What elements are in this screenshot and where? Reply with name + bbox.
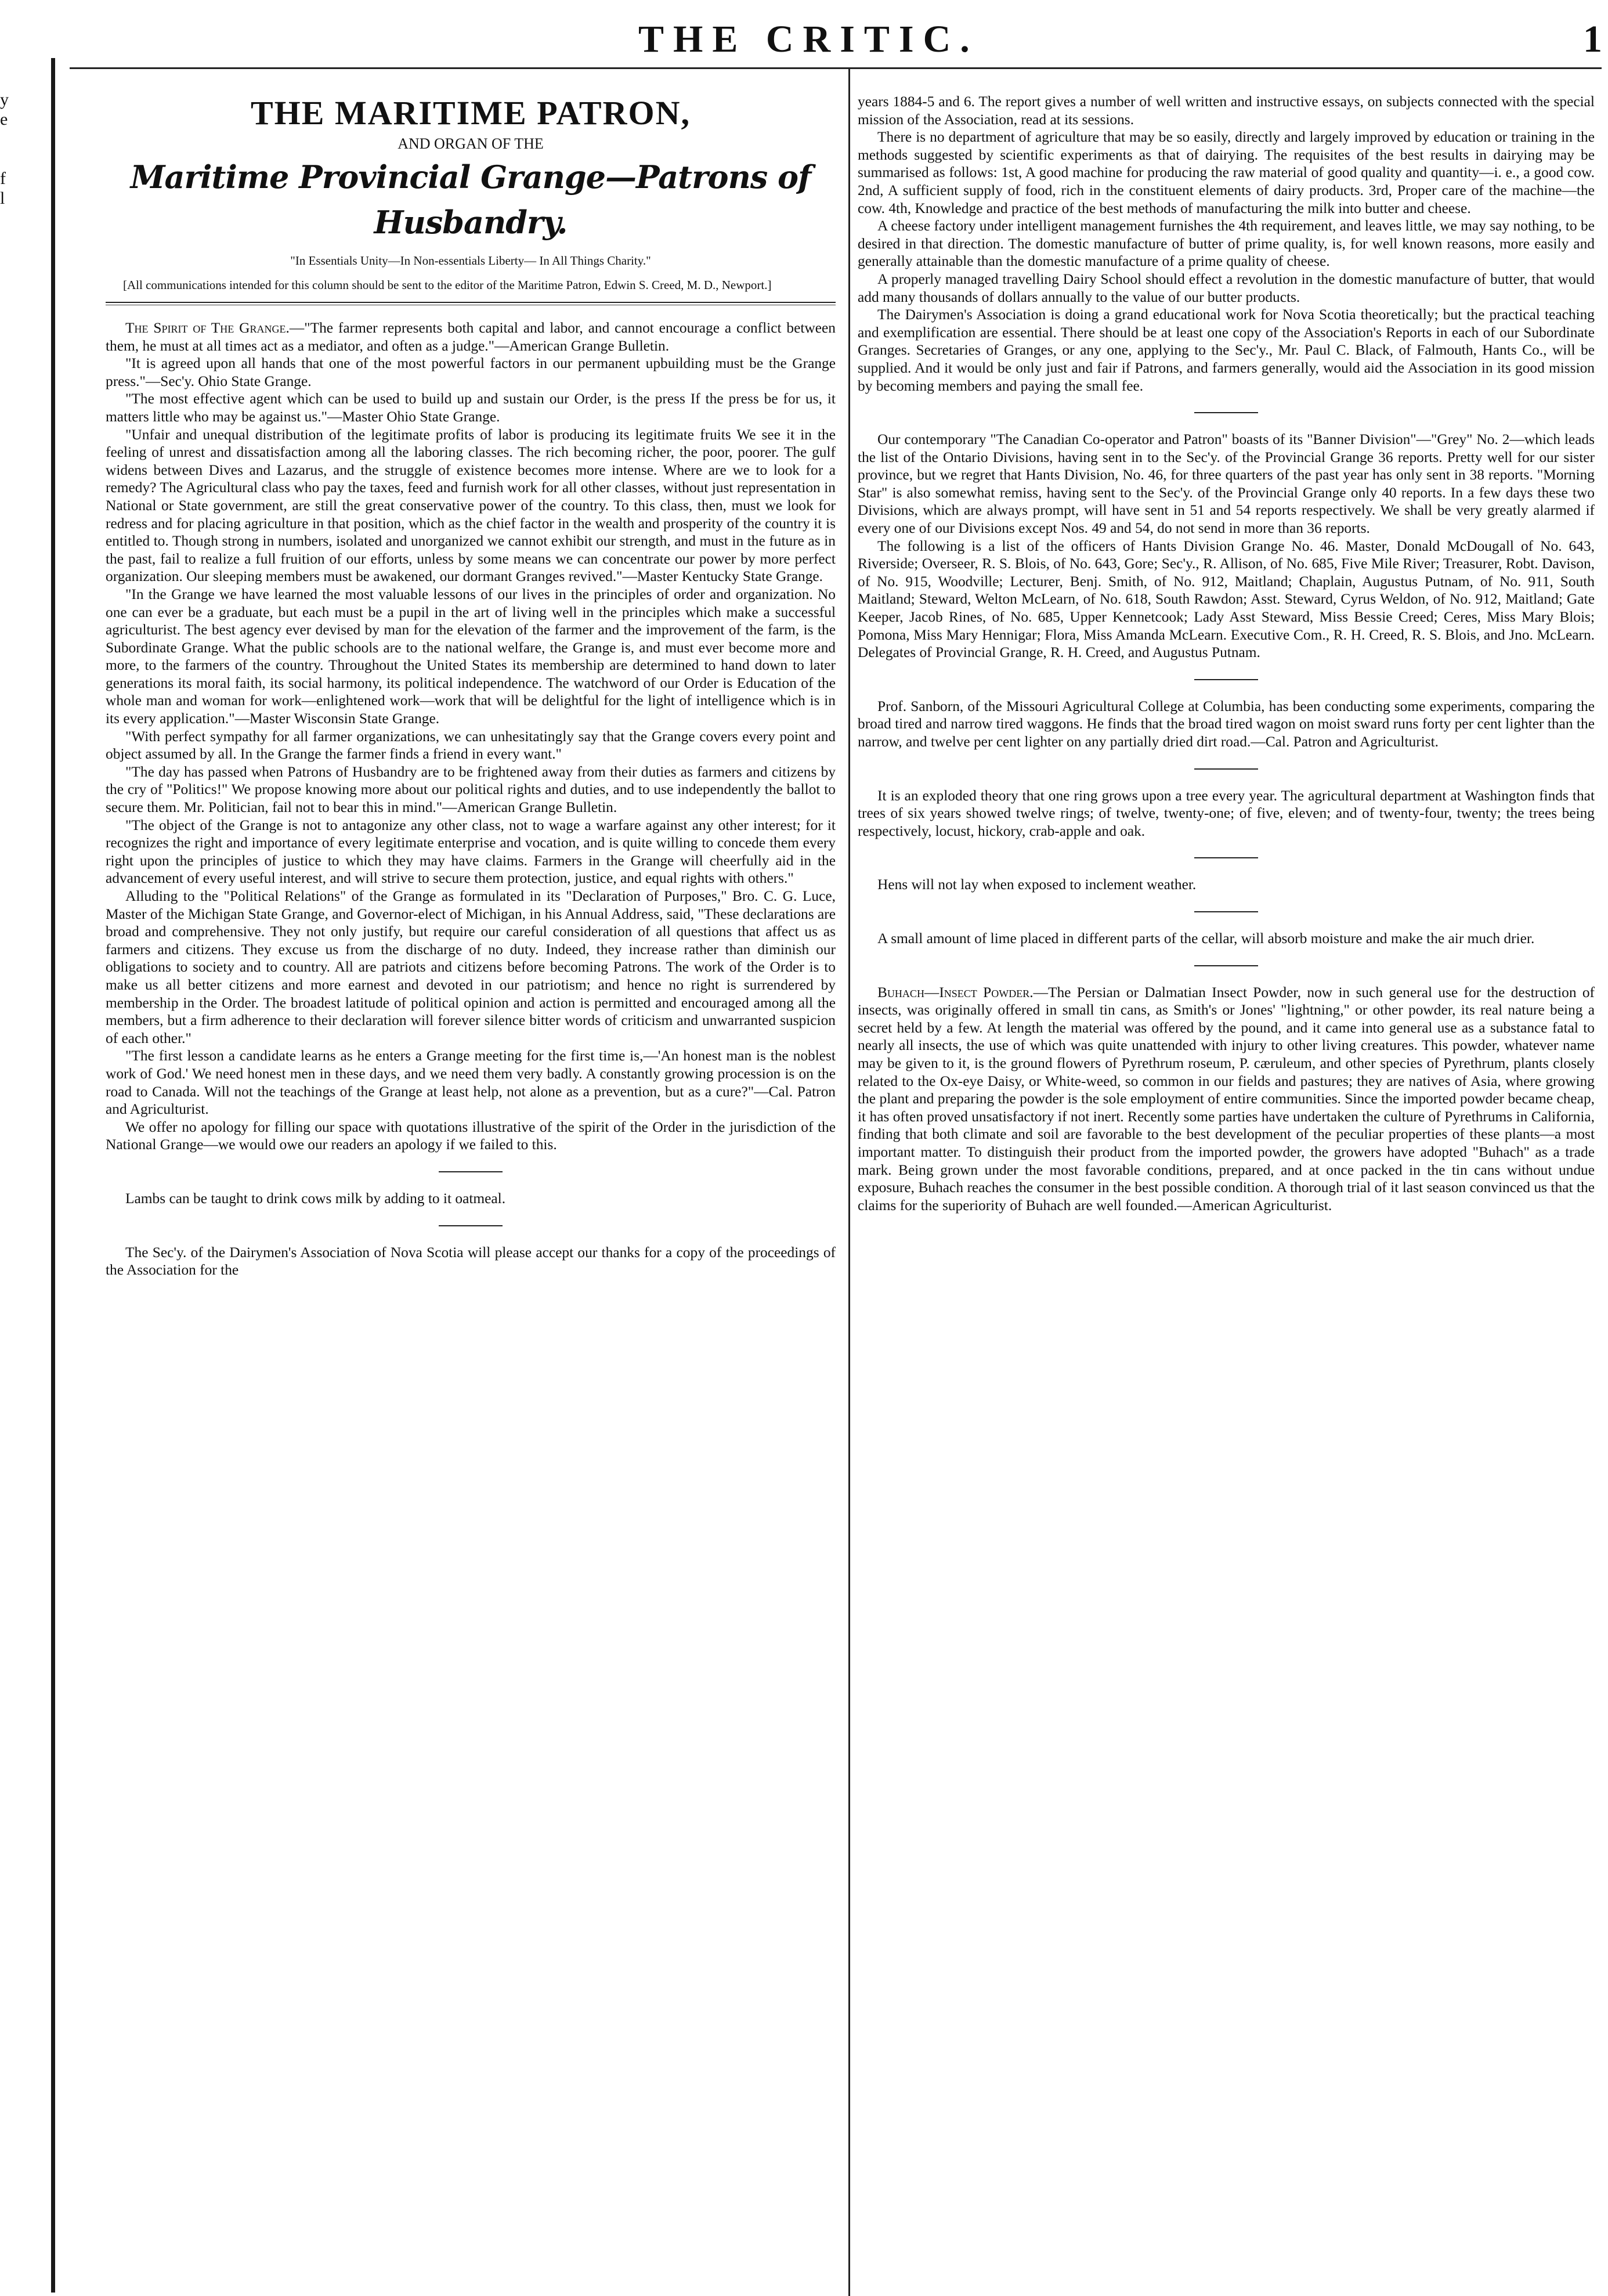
article-paragraph: [858, 270, 1595, 306]
right-column-body: [858, 93, 1595, 1214]
article-paragraph: [106, 426, 836, 586]
column-divider: [848, 68, 850, 2296]
section-separator: [1194, 857, 1258, 858]
article-paragraph: [106, 1047, 836, 1118]
margin-mark: [0, 248, 14, 268]
margin-mark: [0, 228, 14, 248]
margin-mark: [0, 149, 14, 169]
paragraph-text: years 1884-5 and 6. The report gives a number of well written and instructive essays, on subjects connected with the special mission of the Association, read at its sessions.: [858, 93, 1595, 128]
paragraph-text: "The most effective agent which can be used to build up and sustain our Order, is the press If the press be for us, it matters little who may be against us."—Master Ohio State Grange.: [106, 391, 836, 425]
article-paragraph: [106, 887, 836, 1047]
running-header-title: THE CRITIC.: [638, 18, 979, 60]
article-paragraph: [106, 728, 836, 763]
paragraph-text: Our contemporary "The Canadian Co-operator and Patron" boasts of its "Banner Division"—"Grey" No. 2—which leads the list of the Ontario Divisions, having sent in to the Sec'y. of the Provincial Grange 36 reports. Pretty well for our sister province, but we regret that Hants Division, No. 46, for three quarters of the past year has only sent in 38 reports. "Morning Star" is also somewhat remiss, having sent to the Sec'y. of the Provincial Grange only 40 reports. In a few days these two Divisions, which are always prompt, will have sent in 51 and 54 reports respectively. We shall be very greatly alarmed if every one of our Divisions except Nos. 49 and 54, do not send in more than 36 reports.: [858, 431, 1595, 537]
article-paragraph: [858, 128, 1595, 217]
margin-marks: [0, 90, 14, 268]
paragraph-text: There is no department of agriculture that may be so easily, directly and largely improved by education or training in the methods suggested by scientific experiments as that of dairying. The requisites of the best results in dairying may be summarised as follows: 1st, A good machine for producing the raw material of good quality and quantity—i. e., a good cow. 2nd, A sufficient supply of food, rich in the constituent elements of dairy products. 3rd, Proper care of the machine—the cow. 4th, Knowledge and practice of the best methods of manufacturing the milk into butter and cheese.: [858, 129, 1595, 216]
masthead-organization: Maritime Provincial Grange—Patrons of Husbandry.: [130, 158, 811, 241]
margin-mark: l: [0, 189, 5, 208]
section-separator: [1194, 679, 1258, 680]
page-edge-rule: [51, 58, 55, 2293]
paragraph-text: A properly managed travelling Dairy School should effect a revolution in the domestic manufacture of butter, that would add many thousands of dollars annually to the value of our butter products.: [858, 270, 1595, 305]
paragraph-text: "The day has passed when Patrons of Husbandry are to be frightened away from their duties as farmers and citizens by the cry of "Politics!" We propose knowing more about our political rights and duties, and to use independently the ballot to secure them. Mr. Politician, fail not to bear this in mind."—American Grange Bulletin.: [106, 763, 836, 816]
masthead-title: THE MARITIME PATRON,: [250, 94, 691, 132]
margin-mark: [0, 129, 14, 149]
article-paragraph: [106, 390, 836, 425]
left-column-body: [106, 319, 836, 1279]
article-paragraph: [858, 876, 1595, 894]
section-separator: [1194, 768, 1258, 770]
paragraph-text: "The first lesson a candidate learns as he enters a Grange meeting for the first time is,—'An honest man is the noblest work of God.' We need honest men in these days, and we need them very badly. A constantly growing procession is on the road to Canada. Will not the teachings of the Grange at least help, not alone as a prevention, but as a cure?"—Cal. Patron and Agriculturist.: [106, 1048, 836, 1118]
margin-mark: e: [0, 110, 8, 129]
paragraph-text: "In the Grange we have learned the most valuable lessons of our lives in the principles of order and organization. No one can ever be a graduate, but each must be a pupil in the art of living well in the principles which make a successful agriculturist. The best agency ever devised by man for the elevation of the farmer and the improvement of the farm, is the Subordinate Grange. What the public schools are to the national welfare, the Grange is, and must ever become more and more, to the farmers of the country. Throughout the United States its membership are determined to hand down to later generations its moral faith, its social harmony, its political independence. The watchword of our Order is Education of the whole man and woman for work—enlightened work—work that will be delightful for the light of intelligence which is in its every application."—Master Wisconsin State Grange.: [106, 586, 836, 727]
paragraph-text: A cheese factory under intelligent management furnishes the 4th requirement, and leaves little, we may say nothing, to be desired in that direction. The domestic manufacture of butter of prime quality, is, for well known reasons, more easily and generally attainable than the domestic manufacture of a prime quality of cheese.: [858, 218, 1595, 270]
right-column: [858, 93, 1595, 2293]
left-column: [106, 93, 836, 2293]
article-paragraph: [106, 586, 836, 728]
article-paragraph: [858, 787, 1595, 840]
section-separator: [439, 1171, 503, 1172]
article-paragraph: [106, 319, 836, 355]
paragraph-text: The following is a list of the officers of Hants Division Grange No. 46. Master, Donald McDougall of No. 643, Riverside; Overseer, R. S. Blois, of No. 643, Gore; Sec'y., R. Allison, of No. 685, Five Mile River; Treasurer, Robt. Davison, of No. 915, Woodville; Lecturer, Benj. Smith, of No. 912, Maitland; Chaplain, Augustus Putnam, of No. 911, South Maitland; Steward, Welton McLearn, of No. 618, South Rawdon; Asst. Steward, Cyrus Weldon, of No. 912, Maitland; Gate Keeper, Jacob Rines, of No. 685, Upper Kennetcook; Lady Asst Steward, Miss Bessie Creed; Ceres, Miss Mary Blois; Pomona, Miss Mary Hennigar; Flora, Miss Amanda McLearn. Executive Com., R. H. Creed, R. S. Blois, and Jno. McLearn. Delegates of Provincial Grange, R. H. Creed, and Augustus Putnam.: [858, 537, 1595, 661]
masthead: [106, 93, 836, 305]
paragraph-lead-heading: The Spirit of The Grange.: [125, 320, 290, 336]
paragraph-text: —"The farmer represents both capital and labor, and cannot encourage a conflict between them, he must at all times act as a mediator, and often as a judge."—American Grange Bulletin.: [106, 320, 836, 354]
paragraph-text: We offer no apology for filling our space with quotations illustrative of the spirit of the Order in the jurisdiction of the National Grange—we would owe our readers an apology if we failed to this.: [106, 1118, 836, 1153]
paragraph-text: A small amount of lime placed in different parts of the cellar, will absorb moisture and make the air much drier.: [877, 930, 1535, 947]
article-paragraph: [858, 537, 1595, 662]
paragraph-text: "It is agreed upon all hands that one of the most powerful factors in our permanent upbuilding must be the Grange press."—Sec'y. Ohio State Grange.: [106, 355, 836, 389]
article-paragraph: [106, 1190, 836, 1208]
margin-mark: y: [0, 90, 9, 109]
article-paragraph: [858, 431, 1595, 537]
article-paragraph: [858, 217, 1595, 270]
article-paragraph: [858, 306, 1595, 395]
paragraph-text: Lambs can be taught to drink cows milk by adding to it oatmeal.: [125, 1190, 506, 1207]
article-paragraph: [858, 698, 1595, 751]
paragraph-text: The Dairymen's Association is doing a grand educational work for Nova Scotia theoretically; but the practical teaching and exemplification are essential. There should be at least one copy of the Association's Reports in each of our Subordinate Granges. Secretaries of Granges, or any one, applying to the Sec'y., Mr. Paul C. Black, of Falmouth, Hants Co., will be supplied. And it would be only just and fair if Patrons, and farmers generally, would aid the Association in its good mission by becoming members and paying the small fee.: [858, 306, 1595, 394]
section-separator: [1194, 412, 1258, 413]
editor-notice: [All communications intended for this column should be sent to the editor of the Maritime Patron, Edwin S. Creed, M. D., Newport.]: [123, 278, 772, 292]
section-separator: [439, 1225, 503, 1226]
article-paragraph: [858, 930, 1595, 948]
masthead-rule: [106, 302, 836, 303]
article-paragraph: [858, 984, 1595, 1215]
paragraph-text: It is an exploded theory that one ring grows upon a tree every year. The agricultural department at Washington finds that trees of six years showed twelve rings; of twelve, twenty-one; of five, eleven; and of twenty-four, twenty; the trees being respectively, locust, hickory, crab-apple and oak.: [858, 787, 1595, 839]
masthead-motto: "In Essentials Unity—In Non-essentials Liberty— In All Things Charity.": [290, 254, 651, 268]
header-rule: [70, 67, 1602, 69]
article-paragraph: [106, 1244, 836, 1279]
paragraph-lead-heading: Buhach—Insect Powder.: [877, 984, 1034, 1001]
paragraph-text: "Unfair and unequal distribution of the legitimate profits of labor is producing its legitimate fruits We see it in the feeling of unrest and dissatisfaction among all the laboring classes. The rich becoming richer, the poor, poorer. The gulf widens between Dives and Lazarus, and the struggle of existence becomes more intense. Where are we to look for a remedy? The Agricultural class who pay the taxes, feed and furnish work for all other classes, without just representation in National or State government, are still the great conservative power of the country. To this class, then, must we look for redress and for placing agriculture in that position, which as the chief factor in the wealth and prosperity of the country it is entitled to. Though strong in numbers, isolated and unorganized we cannot exhibit our strength, and must in the future as in the past, fail to realize a full fruition of our efforts, unless by some means we can concentrate our power by more perfect organization. Our sleeping members must be awakened, our dormant Granges revived."—Master Kentucky State Grange.: [106, 426, 836, 585]
paragraph-text: The Sec'y. of the Dairymen's Association of Nova Scotia will please accept our thanks for a copy of the proceedings of the Association for the: [106, 1244, 836, 1279]
margin-mark: f: [0, 169, 6, 188]
paragraph-text: —The Persian or Dalmatian Insect Powder, now in such general use for the destruction of insects, was originally offered in small tin cans, as Smith's or Jones' "lightning," or other powder, its real nature being a secret held by a few. At length the material was offered by the pound, and it came into general use as a substance fatal to nearly all insects, the use of which was quite unattended with injury to other living creatures. This powder, whatever name may be given to it, is the ground flowers of Pyrethrum roseum, P. cæruleum, and other species of Pyrethrum, plants closely related to the Ox-eye Daisy, or White-weed, so common in our fields and pastures; they are natives of Asia, where growing the plant and preparing the powder is the sole employment of entire communities. Since the imported powder became cheap, it has often proved unsatisfactory if not inert. Recently some parties have undertaken the culture of Pyrethrums in California, finding that both climate and soil are favorable to the best development of the peculiar properties of these plants—a most important matter. To distinguish their product from the imported powder, the growers have adopted "Buhach" as a trade mark. Being grown under the most favorable conditions, prepared, and at once packed in the tin cans without undue exposure, Buhach reaches the consumer in the best possible condition. A thorough trial of it last season convinced us that the claims for the superiority of Buhach are well founded.—American Agriculturist.: [858, 984, 1595, 1214]
margin-mark: [0, 208, 14, 228]
paragraph-text: "With perfect sympathy for all farmer organizations, we can unhesitatingly say that the Grange covers every point and object assumed by all. In the Grange the farmer finds a friend in every want.": [106, 728, 836, 763]
section-separator: [1194, 965, 1258, 966]
article-paragraph: [106, 817, 836, 887]
article-paragraph: [858, 93, 1595, 128]
masthead-subtitle: AND ORGAN OF THE: [398, 135, 544, 152]
article-paragraph: [106, 763, 836, 817]
article-paragraph: [106, 1118, 836, 1154]
paragraph-text: Alluding to the "Political Relations" of the Grange as formulated in its "Declaration of Purposes," Bro. C. G. Luce, Master of the Michigan State Grange, and Governor-elect of Michigan, in his Annual Address, said, "These declarations are broad and comprehensive. They not only justify, but require our careful consideration of all questions that affect us as farmers and citizens. They excuse us from the discharge of no duty. Indeed, they increase rather than diminish our obligations to society and to country. All are patriots and citizens before becoming Patrons. The work of the Order is to make us all better citizens and more earnest and devoted in our patriotism; and hence no right is surrendered by membership in the Order. The broadest latitude of political opinion and action is permitted and encouraged among all the members, but a firm adherence to their declaration will forever silence bitter words of criticism and unwarranted suspicion of each other.": [106, 888, 836, 1046]
section-separator: [1194, 911, 1258, 912]
paragraph-text: Prof. Sanborn, of the Missouri Agricultural College at Columbia, has been conducting some experiments, comparing the broad tired and narrow tired waggons. He finds that the broad tired wagon on moist sward runs forty per cent lighter than the narrow, and twelve per cent lighter on any partially dried dirt road.—Cal. Patron and Agriculturist.: [858, 698, 1595, 750]
page-number: 1: [1583, 18, 1602, 60]
paragraph-text: "The object of the Grange is not to antagonize any other class, not to wage a warfare against any other interest; for it recognizes the right and importance of every legitimate enterprise and vocation, and is quite willing to concede them every right upon the principles of justice to which they may have claims. Farmers in the Grange will cheerfully aid in the advancement of every useful interest, and will strive to secure them protection, justice, and equal rights with others.": [106, 817, 836, 887]
paragraph-text: Hens will not lay when exposed to inclement weather.: [877, 876, 1197, 893]
article-paragraph: [106, 355, 836, 390]
